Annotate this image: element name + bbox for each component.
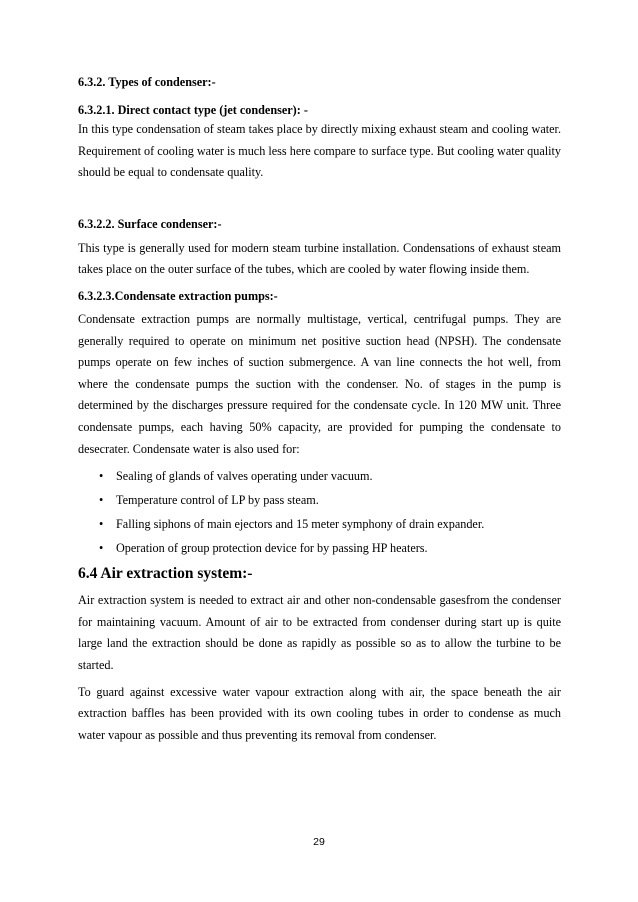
heading-surface-condenser: 6.3.2.2. Surface condenser:- — [78, 216, 222, 231]
list-item: • Temperature control of LP by pass steam. — [99, 493, 319, 508]
heading-types-of-condenser: 6.3.2. Types of condenser:- — [78, 75, 216, 89]
page-content — [78, 74, 561, 746]
list-item: • Operation of group protection device for by passing HP heaters. — [99, 541, 428, 556]
bullet-icon: • — [99, 469, 104, 484]
heading-condensate-extraction-pumps: 6.3.2.3.Condensate extraction pumps:- — [78, 288, 278, 303]
list-item: • Sealing of glands of valves operating under vacuum. — [99, 469, 373, 484]
paragraph-air-extraction-1: Air extraction system is needed to extract air and other non-condensable gasesfrom the condenser for maintaining vacuum. Amount of air to be extracted from condenser during start up is quite large land the extraction should be done as rapidly as possible so as to allow the turbine to be started. — [78, 593, 561, 672]
heading-direct-contact-type: 6.3.2.1. Direct contact type (jet condenser): - — [78, 103, 308, 117]
paragraph-surface-condenser: This type is generally used for modern steam turbine installation. Condensations of exhaust steam takes place on the outer surface of the tubes, which are cooled by water flowing inside them. — [78, 240, 561, 277]
paragraph-direct-contact: In this type condensation of steam takes place by directly mixing exhaust steam and cooling water. Requirement of cooling water is much less here compare to surface type. But cooling water quality should be equal to condensate quality. — [78, 122, 561, 180]
uses-bullet-list — [78, 468, 561, 556]
heading-air-extraction-system: 6.4 Air extraction system:- — [78, 565, 253, 583]
bullet-icon: • — [99, 493, 104, 508]
paragraph-condensate-extraction: Condensate extraction pumps are normally multistage, vertical, centrifugal pumps. They are generally required to operate on minimum net positive suction head (NPSH). The condensate pumps operate on few inches of suction submergence. A van line connects the hot well, from where the condensate pumps the suction with the condenser. No. of stages in the pump is determined by the discharges pressure required for the condensate cycle. In 120 MW unit. Three condensate pumps, each having 50% capacity, are provided for pumping the condensate to desecrater. Condensate water is also used for: — [78, 311, 561, 456]
page-number: 29 — [313, 836, 325, 848]
bullet-icon: • — [99, 541, 104, 556]
list-item: • Falling siphons of main ejectors and 15 meter symphony of drain expander. — [99, 517, 485, 532]
paragraph-air-extraction-2: To guard against excessive water vapour extraction along with air, the space beneath the air extraction baffles has been provided with its own cooling tubes in order to condense as much water vapour as possible and thus preventing its removal from condenser. — [78, 684, 561, 742]
bullet-icon: • — [99, 517, 104, 532]
